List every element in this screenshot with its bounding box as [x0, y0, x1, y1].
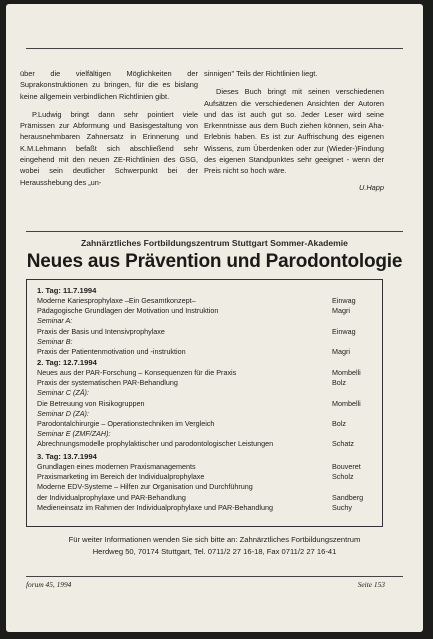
- program-topic: Praxismarketing im Bereich der Individualprophylaxe: [37, 472, 205, 482]
- contact-line-2: Herdweg 50, 70174 Stuttgart, Tel. 0711/2 27 16-18, Fax 0711/2 27 16-41: [92, 547, 337, 556]
- program-item: [37, 482, 372, 492]
- program-item: [37, 503, 372, 513]
- seminar-label: Seminar C (ZÄ):: [37, 388, 89, 398]
- contact-info: [6, 534, 423, 558]
- program-topic: Medieneinsatz im Rahmen der Individualprophylaxe und PAR-Behandlung: [37, 502, 273, 512]
- program-speaker: Einwag: [332, 296, 356, 305]
- seminar-label: Seminar D (ZA):: [37, 408, 89, 418]
- program-topic: Moderne EDV-Systeme – Hilfen zur Organisation und Durchführung: [37, 482, 253, 492]
- program-item: [37, 462, 372, 472]
- day-2-block: [37, 358, 372, 450]
- left-column: [20, 68, 198, 195]
- program-item: [37, 399, 372, 409]
- program-speaker: Einwag: [332, 326, 356, 336]
- section-rule: [26, 231, 403, 232]
- program-item: [37, 419, 372, 429]
- day-1-block: [37, 286, 372, 357]
- seminar-label: Seminar A:: [37, 316, 73, 326]
- program-topic: Abrechnungsmodelle prophylaktischer und parodontologischer Leistungen: [37, 439, 274, 449]
- review-author: U.Happ: [358, 182, 384, 192]
- program-topic: Praxis der Basis und Intensivprophylaxe: [37, 326, 165, 336]
- day-3-block: [37, 452, 372, 513]
- right-paragraph-2: Dieses Buch bringt mit seinen verschiedenen Aufsätzen die verschiedenen Ansichten der Autoren und das ist auch gut so. Jeder Leser wird seine Erkenntnisse aus dem Buch ziehen können, sein Aha-Erlebnis haben. Es ist zur Auffrischung des eigenen Wissens, zum Überdenken oder zur (Wieder-)Findung des eigenen Standpunktes sehr geeignet - wenn der Preis nicht so hoch wäre.: [204, 87, 384, 176]
- program-topic: Praxis der systematischen PAR-Behandlung: [37, 378, 178, 388]
- program-item: [37, 493, 372, 503]
- program-speaker: Bouveret: [332, 462, 361, 471]
- program-topic: der Individualprophylaxe und PAR-Behandlung: [37, 492, 186, 502]
- program-topic: Grundlagen eines modernen Praxismanagements: [37, 462, 196, 471]
- program-topic: Die Betreuung von Risikogruppen: [37, 398, 145, 408]
- seminar-label: Seminar E (ZMF/ZAH):: [37, 429, 111, 439]
- left-paragraph-2: P.Ludwig bringt dann sehr pointiert viele Prämissen zur Abformung und Basisgestaltung von herausnehmbaren Zahnersatz in Erinnerung und K.M.Lehmann befaßt sich abschließend sehr eingehend mit den neuen ZE-Richtlinien des GSG, wobei sein deutlicher Schwerpunkt bei der Herausshebung des „un-: [20, 109, 198, 187]
- program-speaker: Mombelli: [332, 398, 361, 408]
- program-speaker: Suchy: [332, 502, 352, 512]
- left-paragraph-1: über die vielfältigen Möglichkeiten der Suprakonstruktionen zu bringen, für die es bislang keine allgemein verbindlichen Richtlinien gibt.: [20, 69, 198, 101]
- seminar-label: Seminar B:: [37, 336, 73, 346]
- program-box: [26, 279, 383, 527]
- program-speaker: Bolz: [332, 378, 346, 388]
- program-item: [37, 368, 372, 378]
- program-speaker: Bolz: [332, 419, 346, 429]
- program-topic: Moderne Kariesprophylaxe –Ein Gesamtkonzept–: [37, 296, 196, 305]
- program-topic: Praxis der Patientenmotivation und -instruktion: [37, 347, 186, 357]
- ad-subhead: Zahnärztliches Fortbildungszentrum Stuttgart Sommer-Akademie: [81, 238, 348, 248]
- footer-rule: [26, 576, 403, 577]
- top-rule: [26, 48, 403, 49]
- program-speaker: Scholz: [332, 472, 354, 482]
- program-speaker: Magri: [332, 306, 350, 316]
- program-item: [37, 306, 372, 316]
- magazine-page: [6, 4, 423, 632]
- program-item: [37, 296, 372, 306]
- program-speaker: Magri: [332, 347, 350, 357]
- program-speaker: Mombelli: [332, 368, 361, 377]
- footer-page-number: Seite 153: [357, 580, 385, 589]
- program-topic: Parodontalchirurgie – Operationstechniken im Vergleich: [37, 419, 215, 429]
- right-paragraph-1: sinnigen" Teils der Richtlinien liegt.: [204, 69, 318, 78]
- day-title: 1. Tag: 11.7.1994: [37, 286, 97, 295]
- footer-publication: forum 45, 1994: [26, 580, 72, 589]
- program-speaker: Sandberg: [332, 492, 364, 502]
- program-topic: Pädagogische Grundlagen der Motivation und Instruktion: [37, 306, 219, 316]
- day-title: 2. Tag: 12.7.1994: [37, 358, 97, 367]
- program-item: [37, 472, 372, 482]
- program-item: [37, 439, 372, 449]
- contact-line-1: Für weiter Informationen wenden Sie sich bitte an: Zahnärztliches Fortbildungszentrum: [68, 535, 361, 544]
- program-item: [37, 347, 372, 357]
- right-column: [204, 68, 384, 193]
- ad-headline: Neues aus Prävention und Parodontologie: [26, 251, 403, 272]
- program-item: [37, 327, 372, 337]
- program-item: [37, 378, 372, 388]
- program-topic: Neues aus der PAR-Forschung – Konsequenzen für die Praxis: [37, 368, 237, 377]
- day-title: 3. Tag: 13.7.1994: [37, 452, 97, 461]
- program-speaker: Schatz: [332, 439, 354, 449]
- program-speaker: [332, 482, 372, 492]
